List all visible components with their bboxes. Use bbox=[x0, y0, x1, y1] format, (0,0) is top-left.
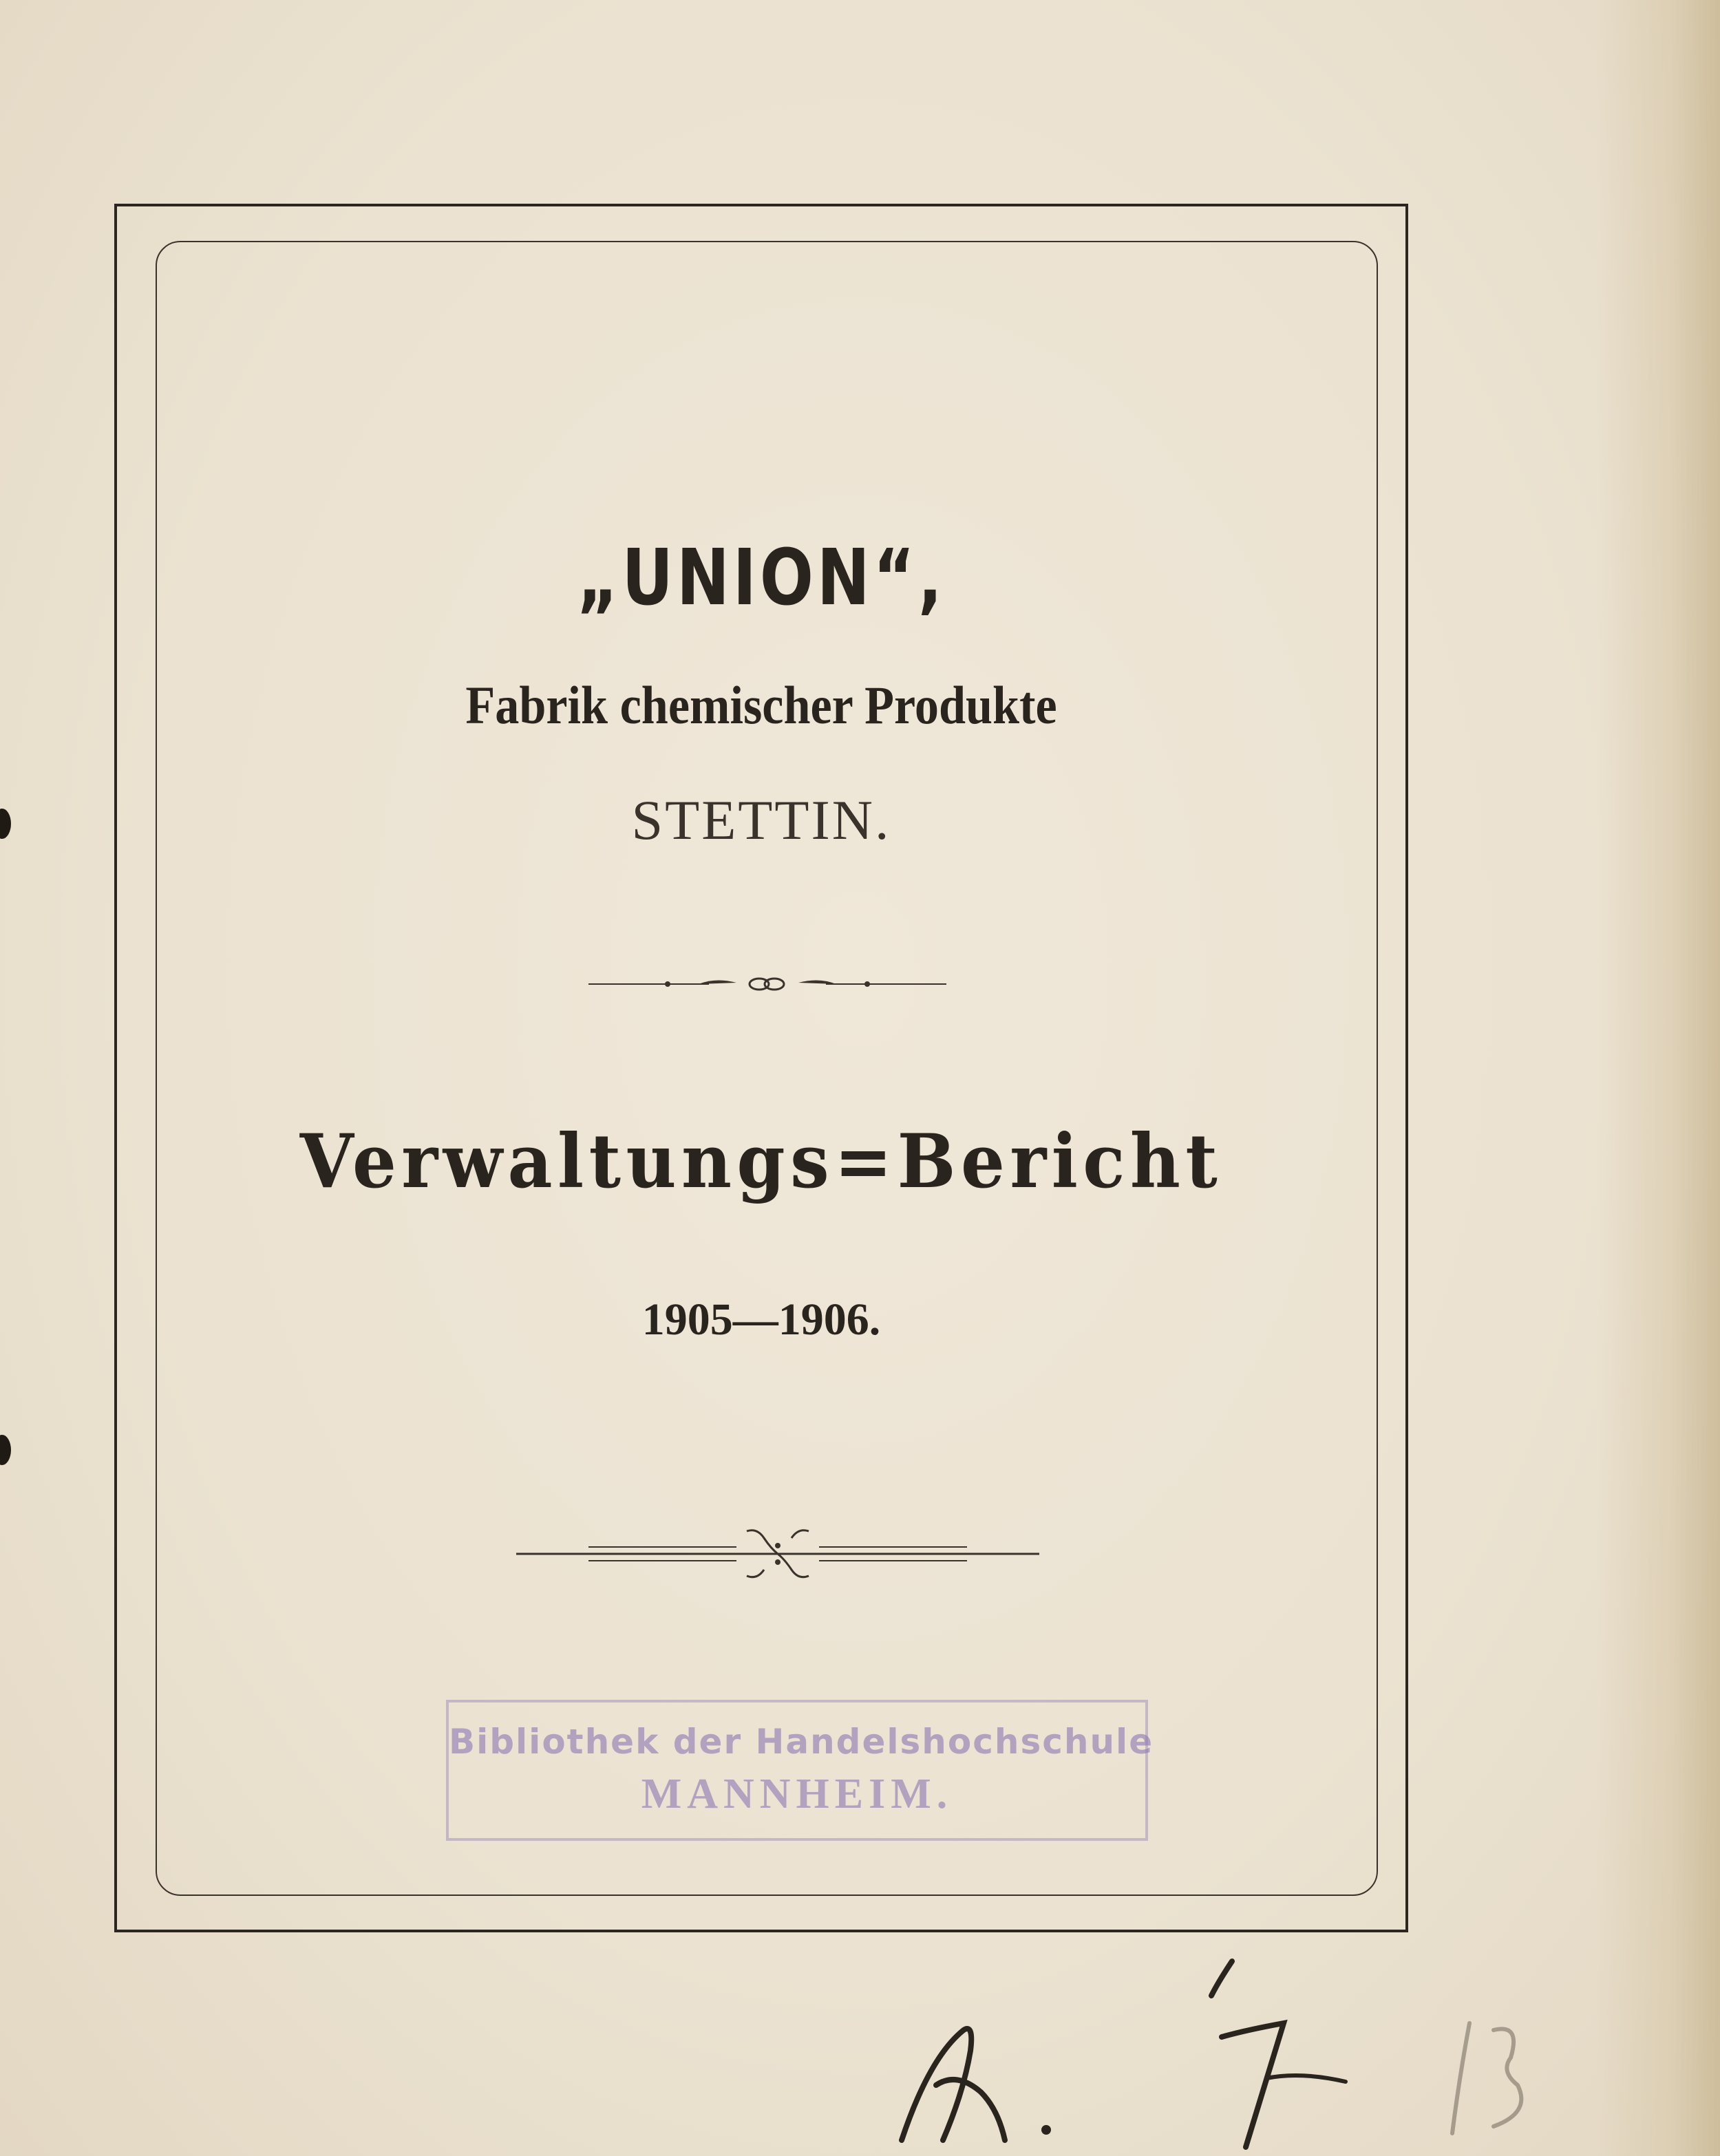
inner-border-frame bbox=[156, 241, 1378, 1896]
punch-hole-bottom bbox=[0, 1435, 11, 1465]
page-edge-shadow bbox=[1596, 0, 1720, 2156]
company-city: STETTIN. bbox=[631, 789, 891, 851]
company-name: „UNION“, bbox=[577, 533, 946, 623]
divider-ornament-large bbox=[516, 1521, 1039, 1583]
report-title: Verwaltungs=Bericht bbox=[299, 1118, 1223, 1205]
stamp-city: MANNHEIM. bbox=[641, 1771, 953, 1817]
company-subtitle: Fabrik chemischer Produkte bbox=[465, 675, 1057, 735]
stamp-library-name: Bibliothek der Handelshochschule bbox=[449, 1722, 1154, 1762]
handwritten-shelfmark bbox=[860, 1954, 1549, 2156]
punch-hole-top bbox=[0, 809, 11, 839]
divider-ornament-small bbox=[588, 974, 946, 994]
report-years: 1905—1906. bbox=[641, 1294, 881, 1345]
library-stamp bbox=[446, 1700, 1154, 1841]
